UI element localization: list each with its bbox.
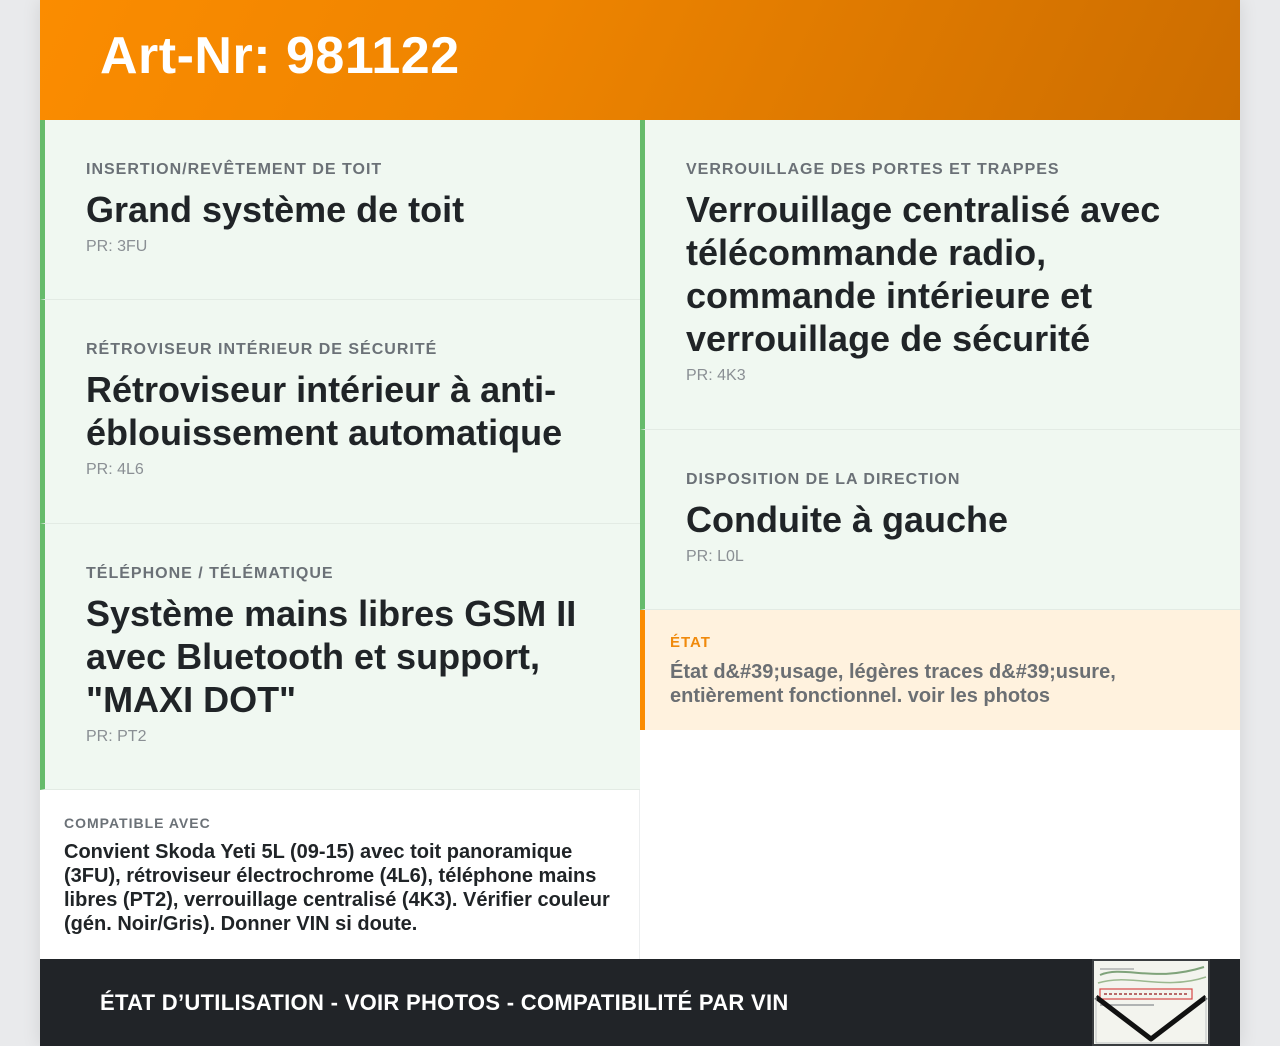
option-description: Conduite à gauche	[686, 499, 1009, 540]
option-category: VERROUILLAGE DES PORTES ET TRAPPES	[686, 161, 1060, 178]
option-pr-code: PR: 4L6	[86, 461, 144, 478]
option-card-locking	[640, 120, 1240, 430]
product-sheet	[40, 0, 1240, 1046]
header-bar	[40, 0, 1240, 120]
option-description: Rétroviseur intérieur à anti-éblouissement automatique	[86, 369, 563, 453]
condition-box	[640, 610, 1240, 730]
option-pr-code: PR: 4K3	[686, 367, 746, 384]
compatibility-box	[40, 790, 640, 959]
option-pr-code: PR: 3FU	[86, 238, 148, 255]
footer-text: ÉTAT D’UTILISATION - VOIR PHOTOS - COMPATIBILITÉ PAR VIN	[100, 990, 789, 1015]
left-column	[40, 120, 640, 790]
option-description: Verrouillage centralisé avec télécommande radio, commande intérieure et verrouillage de sécurité	[686, 189, 1161, 359]
option-category: INSERTION/REVÊTEMENT DE TOIT	[86, 161, 383, 178]
option-description: Système mains libres GSM II avec Bluetooth et support, "MAXI DOT"	[86, 593, 577, 720]
option-pr-code: PR: PT2	[86, 728, 147, 745]
footer-bar	[40, 959, 1240, 1046]
sticker-image-icon	[1094, 961, 1208, 1044]
option-category: TÉLÉPHONE / TÉLÉMATIQUE	[86, 565, 334, 582]
vehicle-data-sticker-thumbnail[interactable]	[1092, 959, 1210, 1046]
option-card-steering	[640, 430, 1240, 610]
option-card-mirror	[40, 300, 640, 524]
page-title: Art-Nr: 981122	[100, 27, 460, 85]
option-pr-code: PR: L0L	[686, 548, 744, 565]
condition-text: État d&#39;usage, légères traces d&#39;usure, entièrement fonctionnel. voir les photos	[670, 661, 1116, 707]
compatibility-label: COMPATIBLE AVEC	[64, 815, 211, 831]
right-column	[640, 120, 1240, 610]
condition-label: ÉTAT	[670, 634, 711, 651]
option-category: RÉTROVISEUR INTÉRIEUR DE SÉCURITÉ	[86, 341, 438, 358]
option-card-phone	[40, 524, 640, 790]
option-card-roof	[40, 120, 640, 300]
option-category: DISPOSITION DE LA DIRECTION	[686, 471, 961, 488]
option-description: Grand système de toit	[86, 189, 465, 230]
compatibility-text: Convient Skoda Yeti 5L (09-15) avec toit panoramique (3FU), rétroviseur électrochrome (4L6), téléphone mains libres (PT2), verrouillage centralisé (4K3). Vérifier couleur (gén. Noir/Gris). Donner VIN si doute.	[64, 841, 610, 935]
